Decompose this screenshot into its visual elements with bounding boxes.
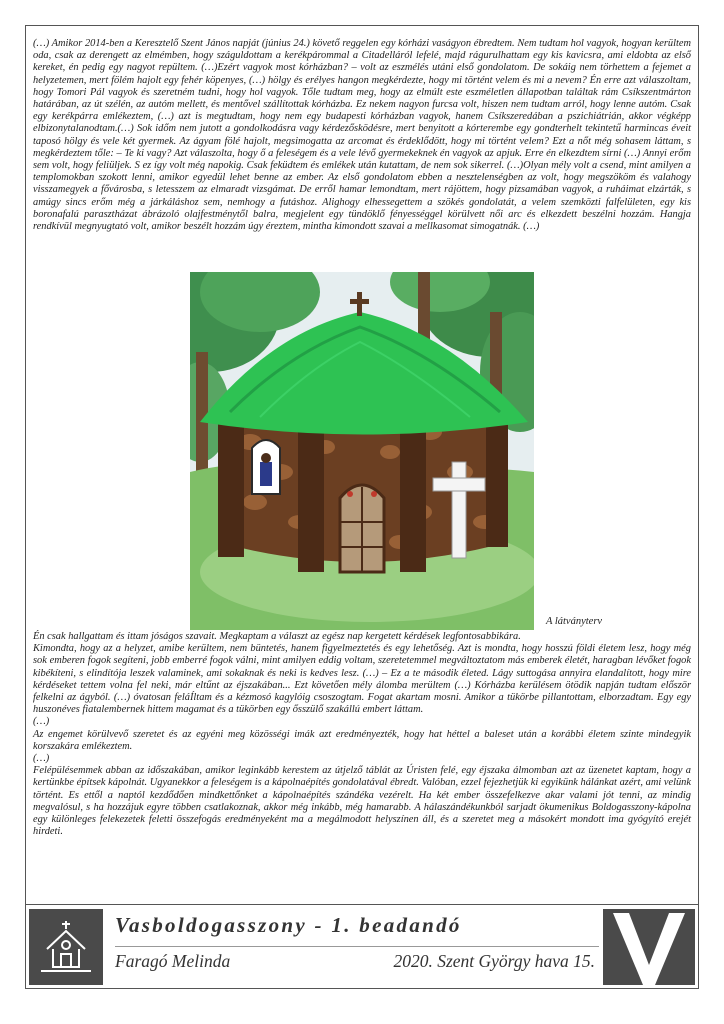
story-paragraph: (…) (33, 753, 50, 765)
story-paragraph: Kimondta, hogy az a helyzet, amibe kerültem, nem büntetés, hanem figyelmeztetés és egy lehetőség. Azt is mondta, hogy hosszú földi életem lesz, hogy még sok emberen fogok segíteni, jobb emberré fogok válni, mint amilyen eddig voltam, szeretetemmel megváltoztatom más emberek életét, haragban lévőket fogok kibékíteni, s elindítója leszek valaminek, ami sokaknak és neki is kedves lesz. (…) – Ez a te második életed. Lágy suttogása annyira elandalított, hogy mire kérdéseket tettem volna fel neki, már eltűnt az éjszakában... Ezt követően mély álomba merültem (…) Kórházba kerülésem ötödik napján tudtam először felkelni az ágyból. (…) óvatosan feláÍltam és a kézmosó kagylóig csoszogtam. Fogat akartam mosni. Amikor a tükörbe pillantottam, elborzadtam. Egy egy huszonéves fiatalembernek hittem magamat és a tükörben egy ősszülő szakállú embert láttam. (33, 643, 691, 716)
image-caption: A látványterv (546, 616, 603, 627)
document-title: Vasboldogasszony - 1. beadandó (115, 913, 462, 937)
story-text-top (33, 38, 691, 233)
story-paragraph: Én csak hallgattam és ittam jóságos szavait. Megkaptam a választ az egész nap kergetett kérdések legfontosabbikára. (33, 631, 521, 642)
story-text-bottom (33, 631, 691, 838)
story-paragraph: (…) (33, 716, 50, 728)
title-divider (115, 946, 599, 947)
author-name: Faragó Melinda (115, 951, 231, 971)
chapel-painting (190, 272, 534, 630)
chapel-logo-icon (29, 909, 103, 985)
story-paragraph: (…) Amikor 2014-ben a Keresztelő Szent János napját (június 24.) követő reggelen egy kórházi vaságyon ébredtem. Nem tudtam hol vagyok, hogyan kerültem oda, csak az derengett az elmémben, hogy száguldottam a kerékpárommal a Citadelláról lefelé, majd rágurulhattam egy kis kavicsra, ami eldobta az első kereket, én pedig egy nagyot repültem. (…)Ezért vagyok most kórházban? – volt az eszmélés utáni első gondolatom. De sokáig nem törhettem a fejemet a helyzetemen, mert fölém hajolt egy fehér köpenyes, (…) hölgy és erélyes hangon megkérdezte, hogy mi történt velem és mi a nevem? Én erre azt válaszoltam, hogy Tomori Pál vagyok és szeretném tudni, hogy hol vagyok. Tőle tudtam meg, hogy az elmúlt este eszméletlen állapotban találtak rám Csíkszentmárton határában, az út szélén, az autóm mellett, és mentővel szállítottak kórházba. Ez nekem nagyon furcsa volt, hiszen nem tudtam arról, hogy lenne autóm. Csak egy kerékpárra emlékeztem, (…) azt is megtudtam, hogy nem egy budapesti kórházban vagyok, hanem Csíkszeredában a pszichiátrián, akkor végképp elbizonytalanodtam.(…) Sok időm nem jutott a gondolkodásra vagy kérdezősködésre, mert benyitott a kórterembe egy gondterhelt tekintetű harmincas éveit taposó hölgy és vele két gyermek. Az ágyam fölé hajolt, megsimogatta az arcomat és érdeklődött, hogy mi történt velem? Ezt a nőt még sohasem láttam, s megkérdeztem tőle: – Te ki vagy? Azt válaszolta, hogy ő a feleségem és a vele lévő gyermekeknek én vagyok az apjuk. Erre én elkezdtem sírni (…) Annyi erőm sem volt, hogy feliüljek. S ez így volt még napokig. Csak feküdtem és emlékek után kutattam, de nem sok sikerrel. (…)Olyan mély volt a csend, mint amilyen a templomokban szokott lenni, amikor egyedül lehet benne az ember. Az első gondolatom ebben a nesztelenségben az volt, hogy megszököm és valahogy visszamegyek a fővárosba, s letesszem az elmaradt vizsgámat. De erről hamar lemondtam, mert rájöttem, hogy pizsamában vagyok, a ruháimat elzárták, s amúgy sincs erőm még a járkáláshoz sem, nemhogy a futáshoz. Alighogy elhessegettem a szökés gondolatát, a velem szemközti falfelületen, egy kis boronafalú parasztházat ábrázoló olajfestménytől balra, megjelent egy tündöklő fényességgel körülvett női arc és elkezdett beszélni hozzám. Hangja rendkívül megnyugtató volt, amikor beszélt hozzám úgy éreztem, mintha kimondott szavai a mellkasomat simogatnák. (…) (33, 38, 691, 233)
story-paragraph: Felépülésemmek abban az időszakában, amikor leginkább kerestem az útjelző táblát az Úristen felé, egy éjszaka álmomban azt az üzenetet kaptam, hogy a kertünkbe építsek kápolnát. Ugyanekkor a feleségem is a kápolnaépítés gondolatával ébredt. Valóban, ezzel fejezhetjük ki egyikünk hálánkat azért, ami velünk történt. Es ettől a naptól kezdődően mindkettőnket a kápolnaépítés szándéka vezérelt. Ha két ember összefelkezve akar valami jót tenni, az mindig megvalósul, s ha hozzájuk egyre többen csatlakoznak, akkor még inkább, még hamarabb. A hálaszándékunkból sarjadt ökumenikus Boldogasszony-kápolna egy különleges felekezetek feletti összefogás eredményeként ma a megálmodott helyszínen áll, és a szeretet meg a másokért mondott ima gyógyító erejét hirdeti. (33, 765, 691, 838)
footer (25, 904, 699, 989)
document-date: 2020. Szent György hava 15. (393, 951, 595, 971)
v-letter-logo-icon (603, 909, 695, 985)
story-paragraph: Az engemet körülvevő szeretet és az egyéni meg közösségi imák azt eredményezték, hogy hat héttel a baleset után a korábbi életem szinte mindegyik korszakára emlékeztem. (33, 728, 691, 752)
